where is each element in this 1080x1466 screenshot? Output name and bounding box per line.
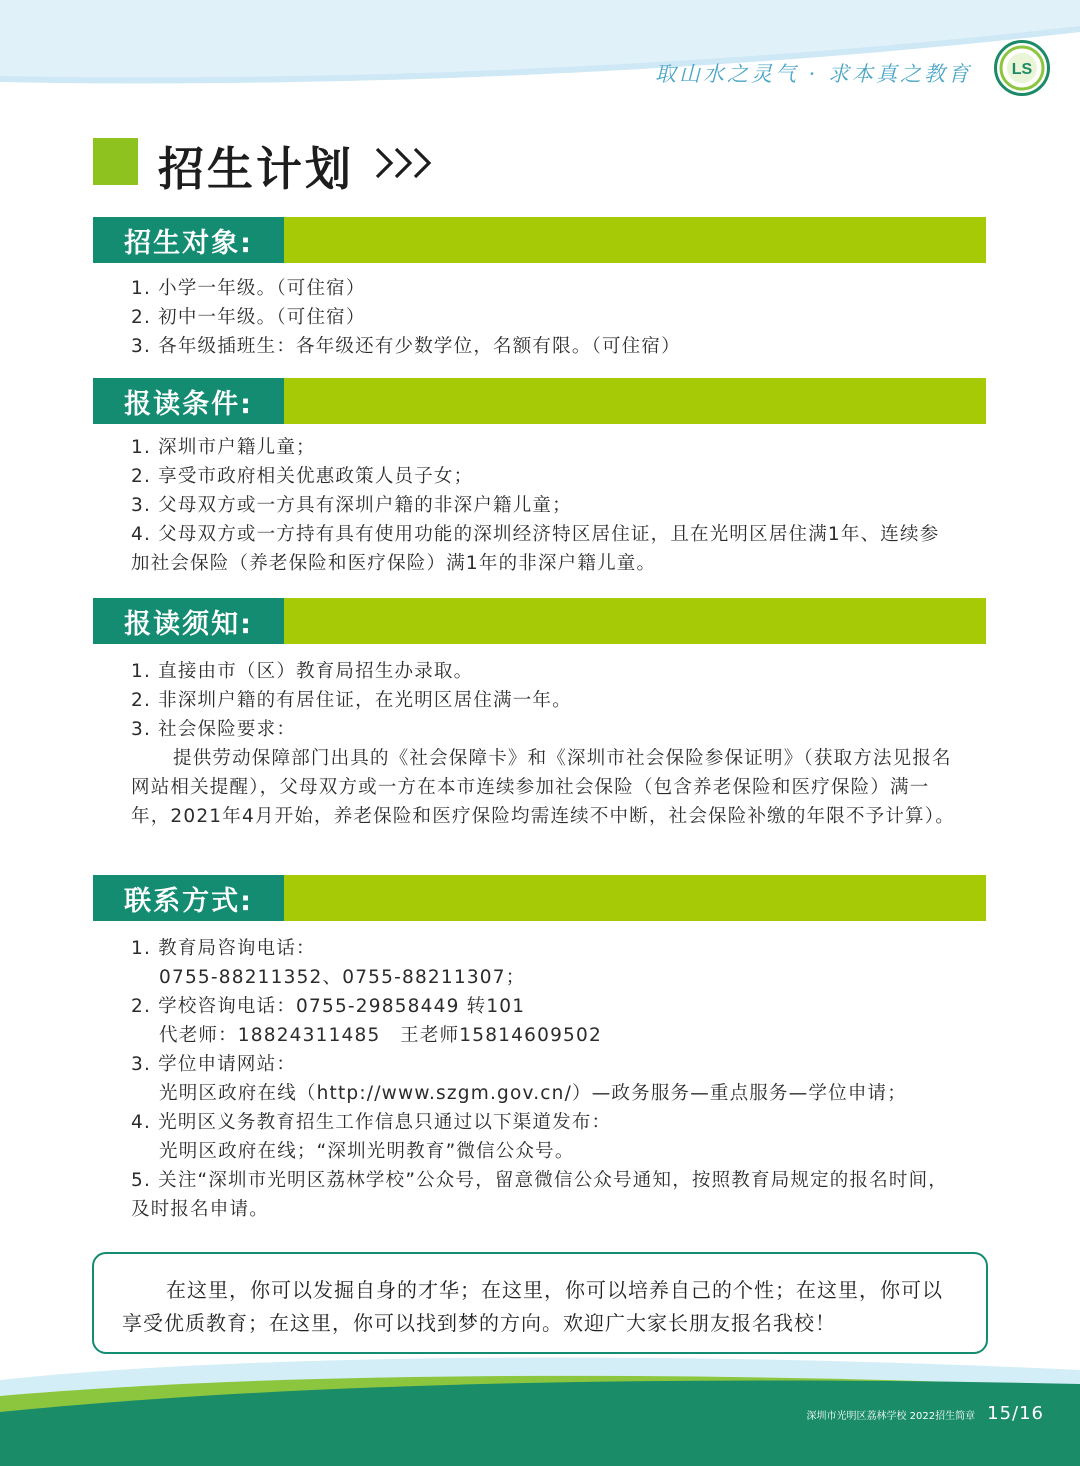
section-label: 报读须知: (93, 598, 284, 644)
school-logo-emblem (999, 45, 1045, 91)
chevrons-right-icon (374, 146, 436, 180)
section-body-contact (131, 934, 956, 1224)
list-item: 1. 深圳市户籍儿童； (131, 437, 316, 458)
section-body-eligibility (131, 433, 956, 578)
application-website: 光明区政府在线（http://www.szgm.gov.cn/）—政务服务—重点服务—学位申请； (159, 1083, 907, 1104)
section-bar-notice (93, 598, 986, 644)
section-body-enrollment-target (131, 274, 956, 361)
page-number: 15/16 (987, 1403, 1044, 1424)
closing-message-box (92, 1252, 988, 1354)
section-body-notice (131, 657, 956, 831)
teacher-contacts: 代老师：18824311485 王老师15814609502 (159, 1025, 602, 1046)
title-accent-block (93, 138, 138, 185)
list-item: 4. 父母双方或一方持有具有使用功能的深圳经济特区居住证，且在光明区居住满1年、连续参加社会保险（养老保险和医疗保险）满1年的非深户籍儿童。 (131, 524, 940, 574)
social-insurance-paragraph: 提供劳动保障部门出具的《社会保障卡》和《深圳市社会保险参保证明》（获取方法见报名网站相关提醒），父母双方或一方在本市连续参加社会保险（包含养老保险和医疗保险）满一年，2021年4月开始，养老保险和医疗保险均需连续不中断，社会保险补缴的年限不予计算）。 (131, 748, 955, 827)
list-item: 2. 初中一年级。（可住宿） (131, 307, 366, 328)
school-slogan: 取山水之灵气 · 求本真之教育 (654, 62, 972, 86)
list-item: 2. 非深圳户籍的有居住证，在光明区居住满一年。 (131, 690, 572, 711)
phone-numbers: 0755-88211352、0755-88211307； (159, 967, 526, 988)
list-item: 2. 享受市政府相关优惠政策人员子女； (131, 466, 474, 487)
footer-school-name: 深圳市光明区荔林学校 2022招生简章 (806, 1411, 976, 1422)
list-item: 3. 父母双方或一方具有深圳户籍的非深户籍儿童； (131, 495, 572, 516)
publish-channels: 光明区政府在线；“深圳光明教育”微信公众号。 (159, 1141, 575, 1162)
section-label: 联系方式: (93, 875, 284, 921)
footer (806, 1403, 1044, 1424)
list-item: 4. 光明区义务教育招生工作信息只通过以下渠道发布： (131, 1112, 612, 1133)
list-item: 5. 关注“深圳市光明区荔林学校”公众号，留意微信公众号通知，按照教育局规定的报名时间，及时报名申请。 (131, 1170, 949, 1220)
closing-message: 在这里，你可以发掘自身的才华；在这里，你可以培养自己的个性；在这里，你可以享受优质教育；在这里，你可以找到梦的方向。欢迎广大家长朋友报名我校！ (122, 1278, 943, 1335)
list-item: 3. 社会保险要求： (131, 719, 297, 740)
section-label: 招生对象: (93, 217, 284, 263)
section-bar-contact (93, 875, 986, 921)
list-item: 1. 直接由市（区）教育局招生办录取。 (131, 661, 474, 682)
list-item: 1. 教育局咨询电话： (131, 938, 316, 959)
list-item: 3. 各年级插班生：各年级还有少数学位，名额有限。（可住宿） (131, 336, 681, 357)
section-bar-enrollment-target (93, 217, 986, 263)
list-item: 3. 学位申请网站： (131, 1054, 297, 1075)
section-bar-eligibility (93, 378, 986, 424)
page-title: 招生计划 (158, 142, 354, 196)
school-logo (994, 40, 1050, 96)
list-item: 2. 学校咨询电话：0755-29858449 转101 (131, 996, 526, 1017)
list-item: 1. 小学一年级。（可住宿） (131, 278, 366, 299)
section-label: 报读条件: (93, 378, 284, 424)
logo-text: LS (1011, 61, 1033, 78)
